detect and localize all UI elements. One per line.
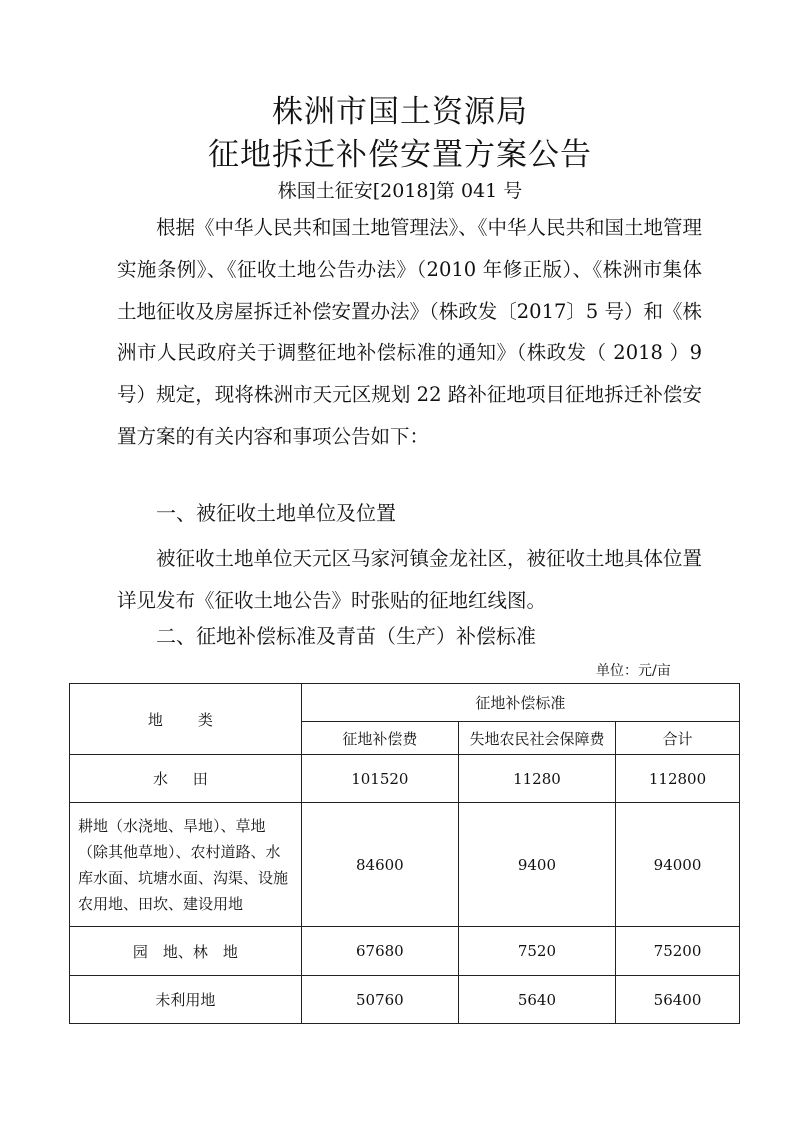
social-security-cell: 7520	[458, 927, 615, 976]
table-header-row	[70, 684, 740, 722]
compensation-cell: 50760	[301, 976, 458, 1024]
land-type-header: 地 类	[70, 684, 302, 755]
land-type-cell: 水 田	[70, 755, 302, 803]
social-security-cell: 5640	[458, 976, 615, 1024]
compensation-cell: 84600	[301, 803, 458, 927]
column-header-total: 合计	[616, 722, 740, 755]
table-row	[70, 755, 740, 803]
land-type-cell: 未利用地	[70, 976, 302, 1024]
total-cell: 94000	[616, 803, 740, 927]
document-title-agency: 株洲市国土资源局	[272, 94, 528, 130]
section2-heading: 二、征地补偿标准及青苗（生产）补偿标准	[156, 624, 536, 648]
total-cell: 112800	[616, 755, 740, 803]
total-cell: 75200	[616, 927, 740, 976]
table-row	[70, 803, 740, 927]
compensation-cell: 101520	[301, 755, 458, 803]
document-title-subject: 征地拆迁补偿安置方案公告	[208, 137, 592, 173]
table-row	[70, 927, 740, 976]
unit-note: 单位：元/亩	[596, 663, 671, 679]
social-security-cell: 9400	[458, 803, 615, 927]
compensation-table	[69, 683, 740, 1024]
social-security-cell: 11280	[458, 755, 615, 803]
total-cell: 56400	[616, 976, 740, 1024]
column-header-social-security: 失地农民社会保障费	[458, 722, 615, 755]
section1-heading: 一、被征收土地单位及位置	[156, 501, 396, 525]
compensation-standard-header: 征地补偿标准	[301, 684, 739, 722]
land-type-cell: 耕地（水浇地、旱地）、草地（除其他草地）、农村道路、水库水面、坑塘水面、沟渠、设施农用地、田坎、建设用地	[70, 803, 302, 927]
column-header-compensation: 征地补偿费	[301, 722, 458, 755]
intro-paragraph: 根据《中华人民共和国土地管理法》、《中华人民共和国土地管理实施条例》、《征收土地公告办法》（2010 年修正版）、《株洲市集体土地征收及房屋拆迁补偿安置办法》（株政发〔2017〕5 号）和《株洲市人民政府关于调整征地补偿标准的通知》（株政发（ 2018 ）9 号）规定，现将株洲市天元区规划 22 路补征地项目征地拆迁补偿安置方案的有关内容和事项公告如下：	[117, 216, 703, 448]
land-type-cell: 园 地、林 地	[70, 927, 302, 976]
section1-paragraph: 被征收土地单位天元区马家河镇金龙社区，被征收土地具体位置详见发布《征收土地公告》时张贴的征地红线图。	[117, 547, 703, 612]
table-row	[70, 976, 740, 1024]
compensation-cell: 67680	[301, 927, 458, 976]
document-number: 株国土征安[2018]第 041 号	[277, 180, 523, 202]
